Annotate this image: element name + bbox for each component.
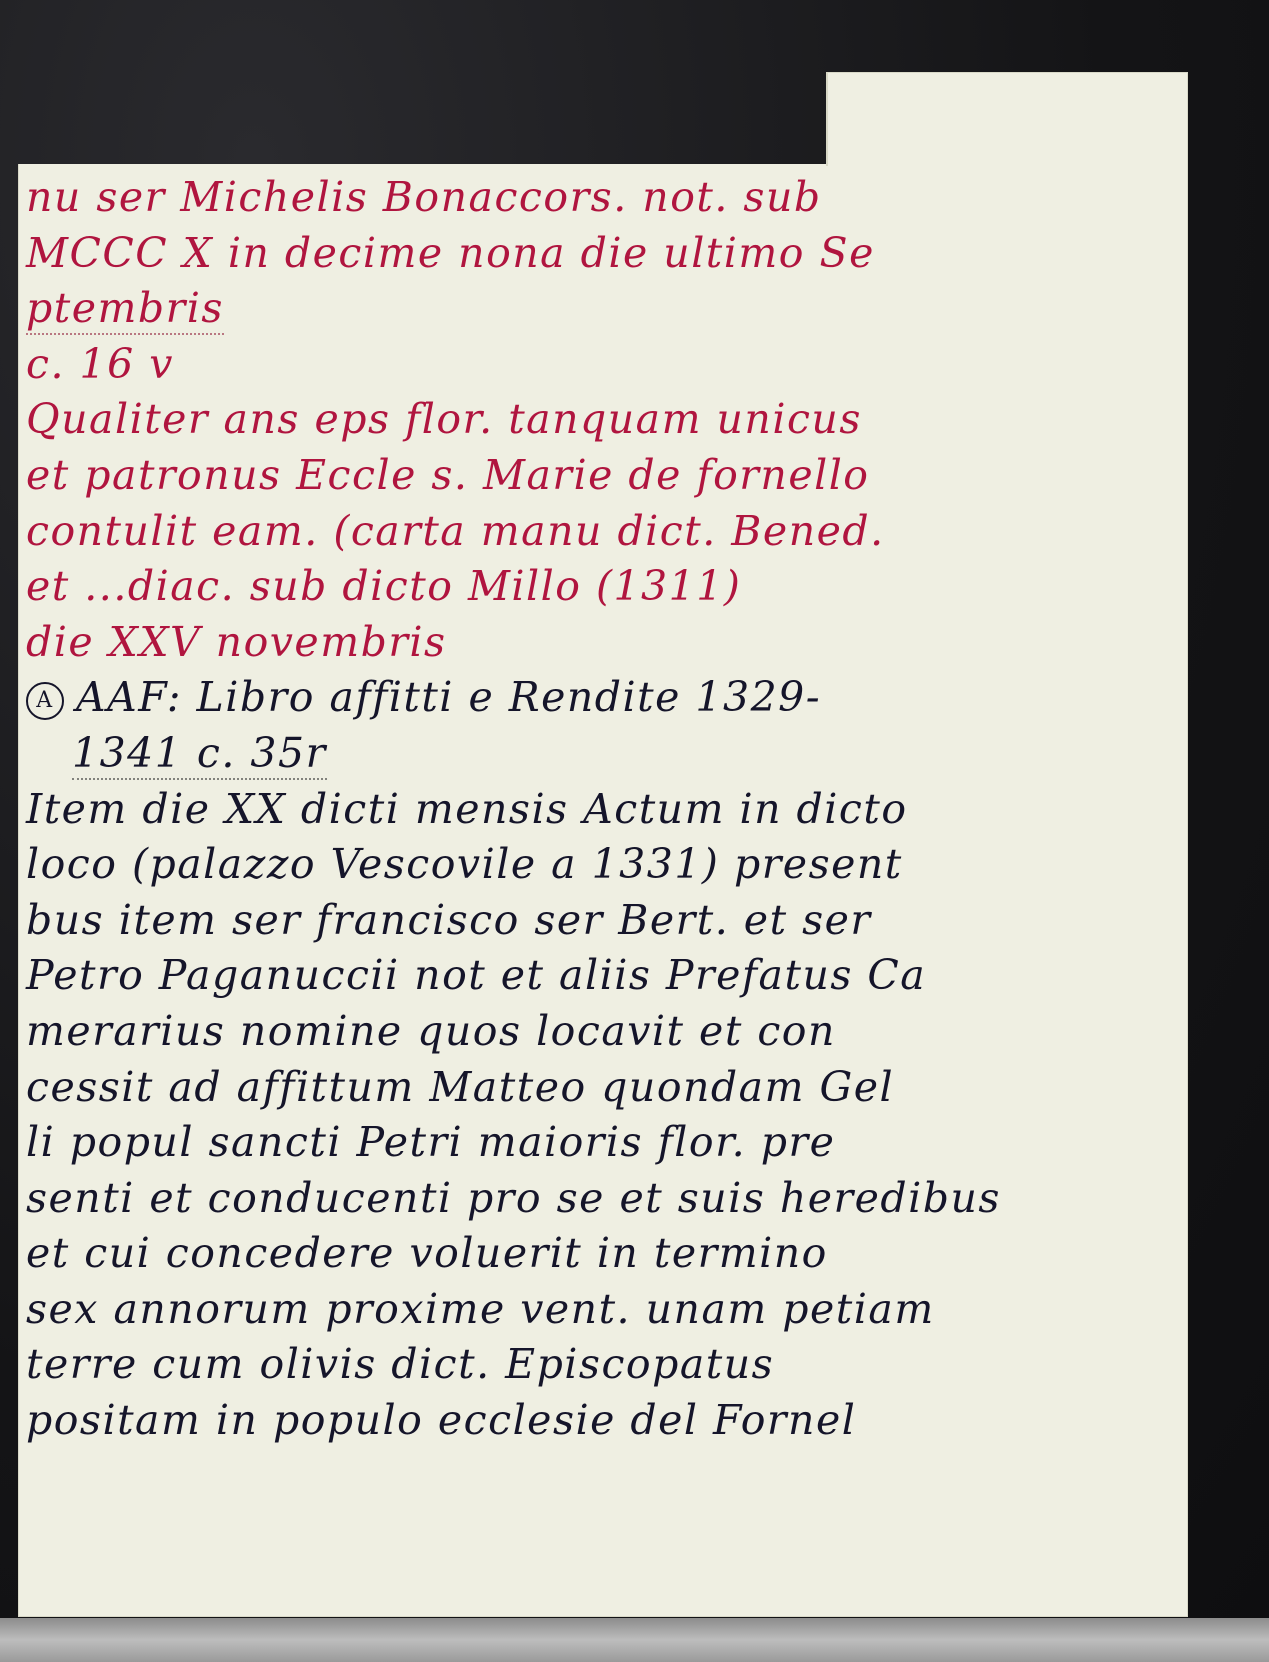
red-line-6: et patronus Eccle s. Marie de fornello [26,450,870,499]
black-line-1 [26,670,1166,726]
black-line-3: Item die XX dicti mensis Actum in dicto [26,784,908,833]
red-line-5: Qualiter ans eps flor. tanquam unicus [26,395,862,444]
black-line-10: senti et conducenti pro se et suis heredibus [26,1173,1001,1222]
handwritten-notes [26,170,1166,1449]
red-line-1: nu ser Michelis Bonaccors. not. sub [26,173,822,221]
black-line-8: cessit ad affittum Matteo quondam Gel [26,1062,895,1111]
source-reference: AAF: Libro affitti e Rendite 1329- [76,673,822,722]
black-line-11: et cui concedere voluerit in termino [26,1229,828,1278]
scanner-bed-strip [0,1618,1269,1662]
note-marker: A [26,682,64,720]
card-tab-edge [826,72,828,166]
black-line-12: sex annorum proxime vent. unam petiam [26,1284,935,1333]
folio-reference: 1341 c. 35r [72,729,327,780]
black-line-7: merarius nomine quos locavit et con [26,1006,836,1055]
underlined-text: ptembris [26,284,224,335]
black-line-6: Petro Paganuccii not et aliis Prefatus Ca [26,951,927,1000]
black-line-5: bus item ser francisco ser Bert. et ser [26,895,872,944]
black-line-9: li popul sancti Petri maioris flor. pre [26,1118,836,1167]
red-line-4: c. 16 v [26,339,174,388]
black-line-13: terre cum olivis dict. Episcopatus [26,1340,775,1389]
red-line-7: contulit eam. (carta manu dict. Bened. [26,506,885,555]
black-line-2 [26,726,1166,782]
red-line-8: et ...diac. sub dicto Millo (1311) [26,562,742,611]
red-line-9: die XXV novembris [26,617,447,666]
red-line-2: MCCC X in decime nona die ultimo Se [26,228,875,277]
black-line-14: positam in populo ecclesie del Fornel [26,1396,857,1445]
black-line-4: loco (palazzo Vescovile a 1331) present [26,840,903,889]
red-line-3 [26,281,1166,337]
